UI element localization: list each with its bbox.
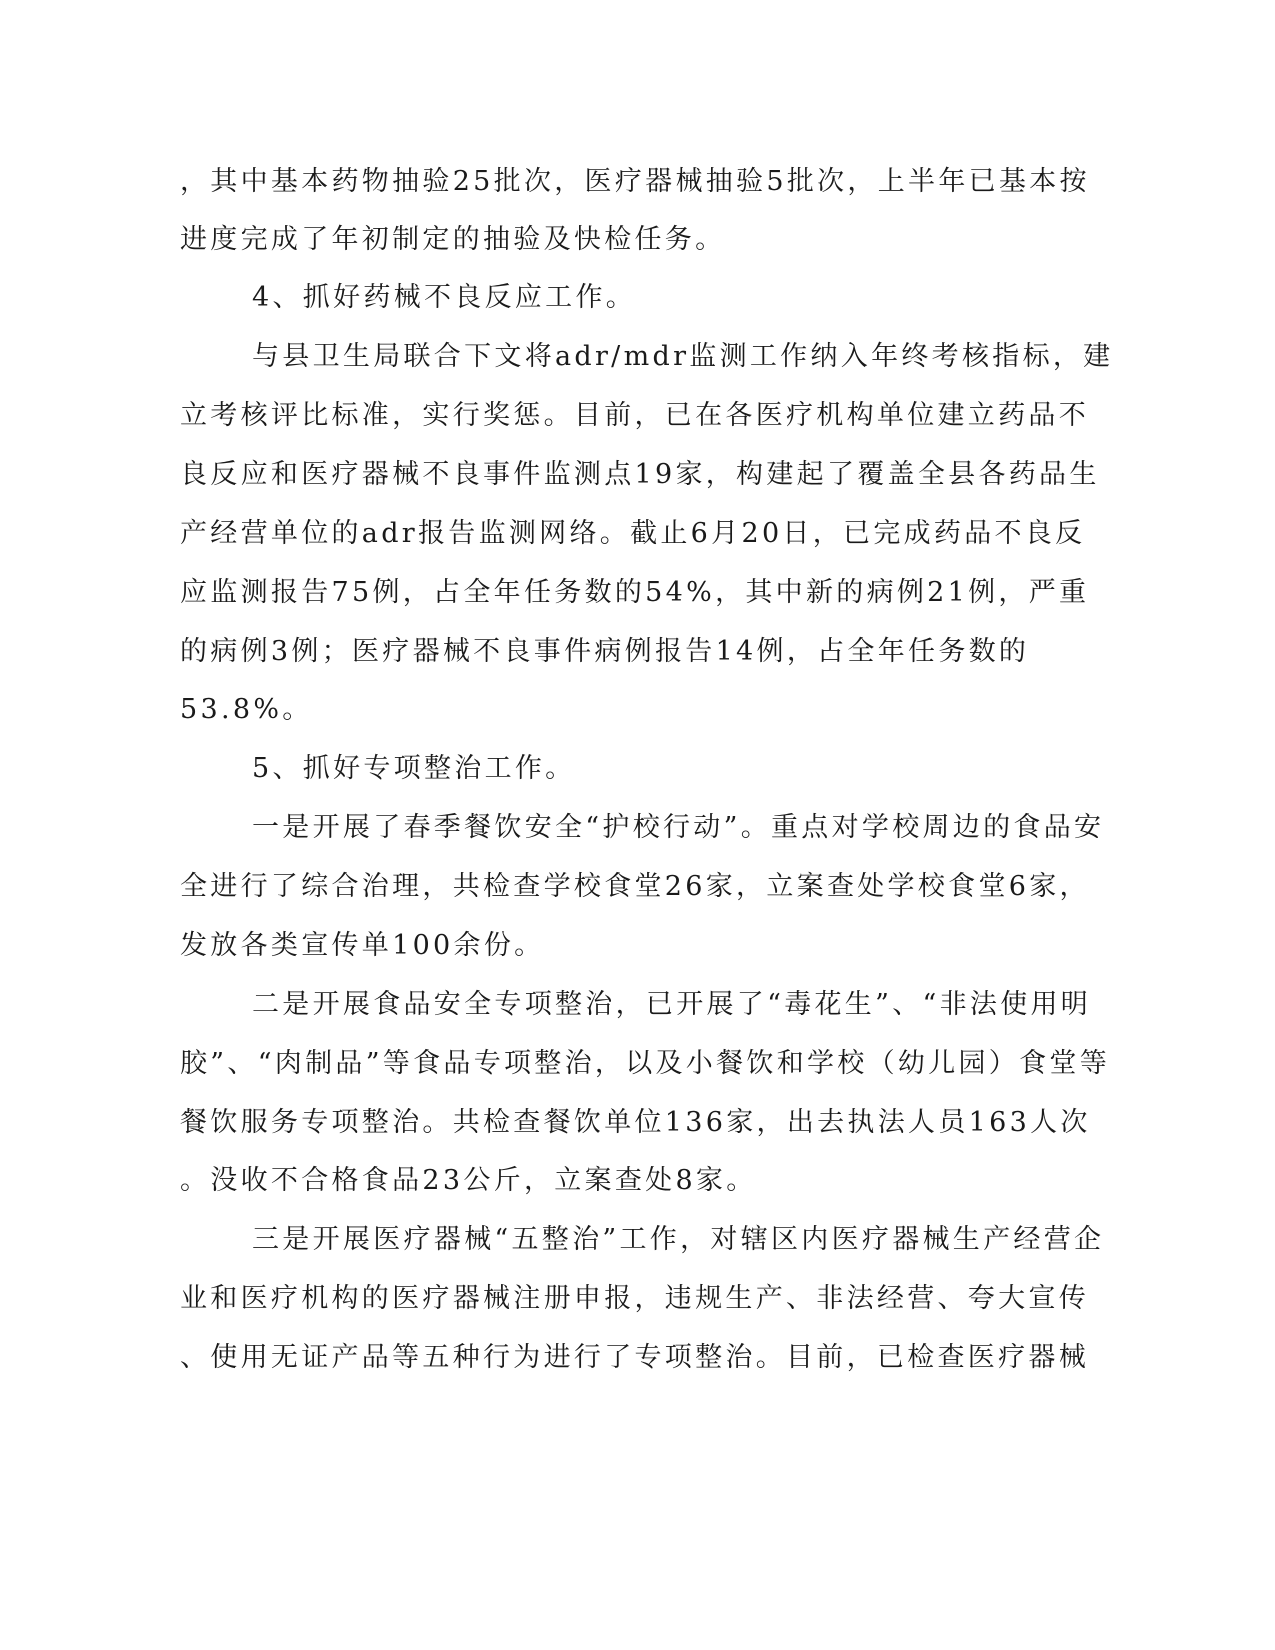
text-line: ，其中基本药物抽验25批次，医疗器械抽验5批次，上半年已基本按 (180, 166, 1090, 197)
text-line: 业和医疗机构的医疗器械注册申报，违规生产、非法经营、夸大宣传 (180, 1283, 1089, 1314)
text-line: 立考核评比标准，实行奖惩。目前，已在各医疗机构单位建立药品不 (180, 400, 1089, 431)
text-line: 。没收不合格食品23公斤，立案查处8家。 (180, 1165, 757, 1196)
text-line: 发放各类宣传单100余份。 (180, 930, 545, 961)
text-line: 胶”、“肉制品”等食品专项整治，以及小餐饮和学校（幼儿园）食堂等 (180, 1048, 1111, 1079)
text-line: 二是开展食品安全专项整治，已开展了“毒花生”、“非法使用明 (252, 989, 1092, 1020)
section-heading: 5、抓好专项整治工作。 (252, 753, 576, 784)
section-heading: 4、抓好药械不良反应工作。 (252, 282, 637, 313)
text-line: 餐饮服务专项整治。共检查餐饮单位136家，出去执法人员163人次 (180, 1107, 1091, 1138)
text-line: 进度完成了年初制定的抽验及快检任务。 (180, 224, 726, 255)
text-line: 应监测报告75例，占全年任务数的54%，其中新的病例21例，严重 (180, 577, 1090, 608)
text-line: 三是开展医疗器械“五整治”工作，对辖区内医疗器械生产经营企 (252, 1224, 1105, 1255)
text-line: 53.8%。 (180, 694, 313, 725)
text-line: 一是开展了春季餐饮安全“护校行动”。重点对学校周边的食品安 (252, 812, 1105, 843)
text-line: 的病例3例；医疗器械不良事件病例报告14例，占全年任务数的 (180, 636, 1030, 667)
text-line: 与县卫生局联合下文将adr/mdr监测工作纳入年终考核指标，建 (252, 341, 1114, 372)
text-line: 良反应和医疗器械不良事件监测点19家，构建起了覆盖全县各药品生 (180, 459, 1100, 490)
text-line: 产经营单位的adr报告监测网络。截止6月20日，已完成药品不良反 (180, 518, 1086, 549)
text-line: 、使用无证产品等五种行为进行了专项整治。目前，已检查医疗器械 (180, 1342, 1089, 1373)
text-line: 全进行了综合治理，共检查学校食堂26家，立案查处学校食堂6家， (180, 871, 1090, 902)
